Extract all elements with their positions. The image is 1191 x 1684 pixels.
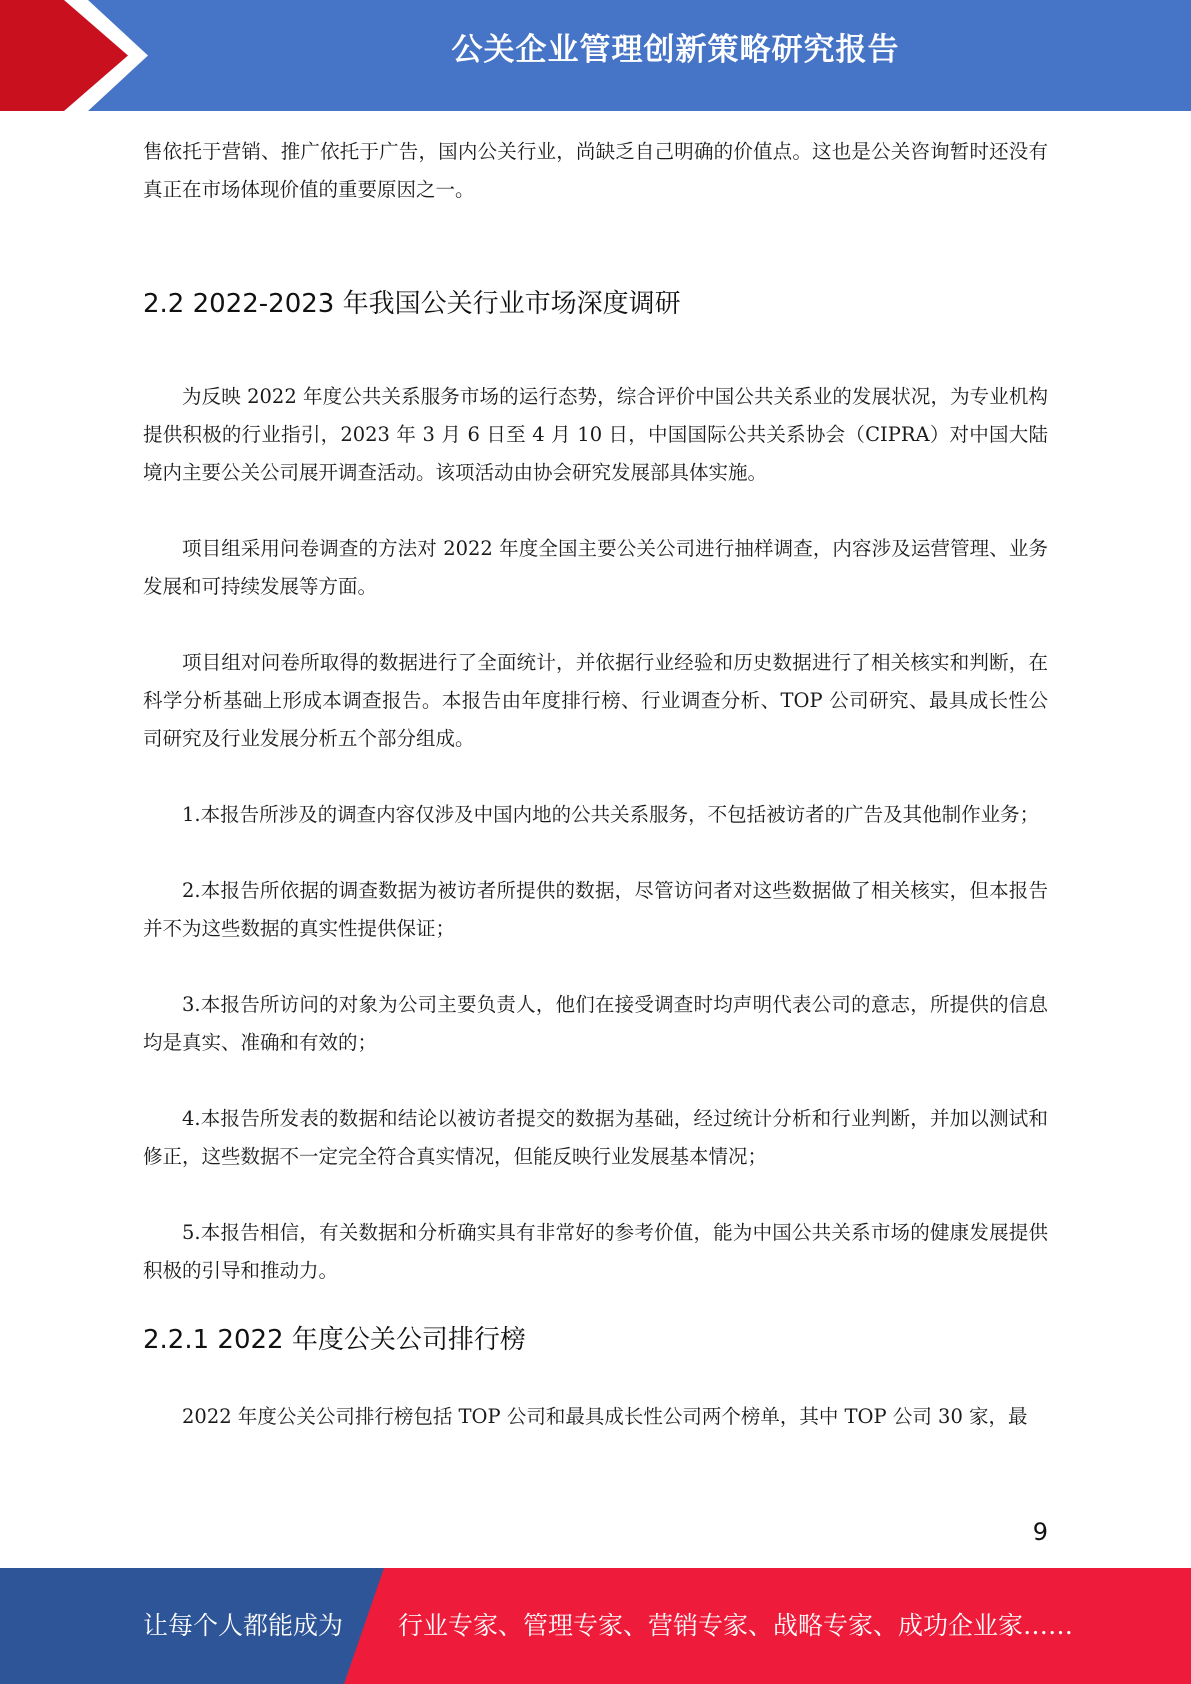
document-body: [143, 133, 1048, 1436]
ranking-intro-paragraph: 2022 年度公关公司排行榜包括 TOP 公司和最具成长性公司两个榜单，其中 TOP 公司 30 家，最: [182, 1405, 1028, 1428]
page-number: 9: [1032, 1518, 1048, 1546]
footer-slogan-left: 让每个人都能成为: [143, 1611, 344, 1640]
page-header: [0, 0, 1191, 111]
note-item-5: 5.本报告相信，有关数据和分析确实具有非常好的参考价值，能为中国公共关系市场的健康发展提供积极的引导和推动力。: [143, 1221, 1048, 1282]
footer-slogan-right: 行业专家、管理专家、营销专家、战略专家、成功企业家……: [398, 1611, 1074, 1640]
survey-background-paragraph: 为反映 2022 年度公共关系服务市场的运行态势，综合评价中国公共关系业的发展状况，为专业机构提供积极的行业指引，2023 年 3 月 6 日至 4 月 10 日，中国国际公共关系协会（CIPRA）对中国大陆境内主要公关公司展开调查活动。该项活动由协会研究发展部具体实施。: [143, 385, 1048, 484]
section-heading-2-2-1: 2.2.1 2022 年度公关公司排行榜: [143, 1325, 526, 1355]
note-item-1: 1.本报告所涉及的调查内容仅涉及中国内地的公共关系服务，不包括被访者的广告及其他制作业务；: [182, 803, 1040, 826]
note-item-4: 4.本报告所发表的数据和结论以被访者提交的数据为基础，经过统计分析和行业判断，并加以测试和修正，这些数据不一定完全符合真实情况，但能反映行业发展基本情况；: [143, 1107, 1048, 1168]
note-item-3: 3.本报告所访问的对象为公司主要负责人，他们在接受调查时均声明代表公司的意志，所提供的信息均是真实、准确和有效的；: [143, 993, 1048, 1054]
page-footer: [0, 1568, 1191, 1684]
note-item-2: 2.本报告所依据的调查数据为被访者所提供的数据，尽管访问者对这些数据做了相关核实，但本报告并不为这些数据的真实性提供保证；: [143, 879, 1048, 940]
report-structure-paragraph: 项目组对问卷所取得的数据进行了全面统计，并依据行业经验和历史数据进行了相关核实和判断，在科学分析基础上形成本调查报告。本报告由年度排行榜、行业调查分析、TOP 公司研究、最具成长性公司研究及行业发展分析五个部分组成。: [143, 651, 1048, 750]
intro-paragraph: 售依托于营销、推广依托于广告，国内公关行业，尚缺乏自己明确的价值点。这也是公关咨询暂时还没有真正在市场体现价值的重要原因之一。: [143, 140, 1048, 201]
header-title: 公关企业管理创新策略研究报告: [451, 32, 900, 68]
survey-method-paragraph: 项目组采用问卷调查的方法对 2022 年度全国主要公关公司进行抽样调查，内容涉及运营管理、业务发展和可持续发展等方面。: [143, 537, 1048, 598]
section-heading-2-2: 2.2 2022-2023 年我国公关行业市场深度调研: [143, 289, 681, 319]
header-chevron-decoration: [0, 0, 160, 111]
